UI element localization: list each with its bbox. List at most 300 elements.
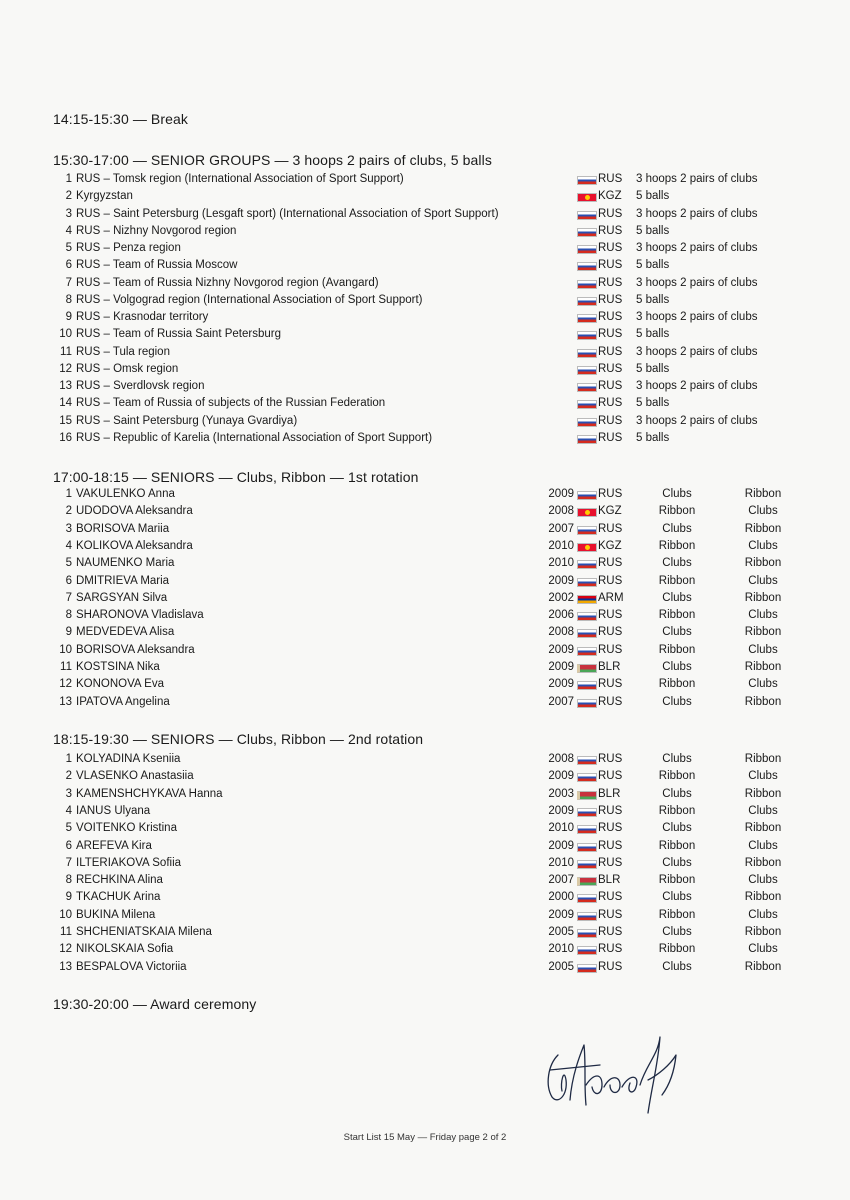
flag-icon [577,699,597,708]
first-apparatus: Clubs [662,822,692,835]
flag-icon [577,560,597,569]
first-apparatus: Clubs [662,522,692,535]
gymnast-name: BUKINA Milena [76,908,156,921]
country-code: RUS [598,276,623,289]
second-apparatus: Clubs [748,678,778,691]
flag-icon [577,349,597,358]
row-number: 10 [59,908,72,921]
country-code: RUS [598,574,623,587]
apparatus: 3 hoops 2 pairs of clubs [636,276,758,289]
flag-icon [577,964,597,973]
country-code: RUS [598,431,623,444]
team-name: RUS – Tomsk region (International Association of Sport Support) [76,173,404,185]
gymnast-name: KAMENSHCHYKAVA Hanna [76,787,223,800]
first-apparatus: Ribbon [658,574,696,587]
country-code: RUS [598,753,623,765]
flag-icon [577,314,597,323]
team-name: RUS – Sverdlovsk region [76,380,205,392]
row-number: 1 [65,173,72,185]
country-code: RUS [598,908,623,921]
birth-year: 2009 [548,643,574,656]
flag-icon [577,629,597,638]
row-number: 6 [65,839,72,852]
flag-icon [577,843,597,852]
country-code: KGZ [598,539,622,552]
group-row [0,430,850,447]
birth-year: 2007 [548,695,574,708]
gymnast-name: RECHKINA Alina [76,874,163,887]
country-code: RUS [598,626,623,639]
first-apparatus: Clubs [662,695,692,708]
row-number: 6 [65,259,72,272]
country-code: RUS [598,609,623,622]
row-number: 7 [65,591,72,604]
flag-icon [577,825,597,834]
row-number: 12 [59,943,72,956]
country-code: RUS [598,643,623,656]
second-apparatus: Clubs [748,505,778,518]
birth-year: 2005 [548,926,574,938]
gymnast-row [0,941,850,958]
first-apparatus: Clubs [662,960,692,973]
gymnast-name: NIKOLSKAIA Sofia [76,943,174,956]
country-code: RUS [598,770,623,783]
birth-year: 2000 [548,891,574,904]
apparatus: 3 hoops 2 pairs of clubs [636,345,758,358]
second-apparatus: Clubs [748,943,778,956]
team-name: RUS – Tula region [76,345,170,358]
gymnast-name: NAUMENKO Maria [76,557,175,570]
second-apparatus: Ribbon [744,856,782,869]
gymnast-name: BESPALOVA Victoriia [76,960,187,973]
apparatus: 3 hoops 2 pairs of clubs [636,242,758,254]
second-apparatus: Clubs [748,804,778,817]
country-code: RUS [598,557,623,570]
country-code: RUS [598,242,623,254]
flag-icon [577,808,597,817]
birth-year: 2009 [548,804,574,817]
row-number: 13 [59,960,72,973]
second-apparatus: Ribbon [744,591,782,604]
country-code: ARM [598,591,624,604]
birth-year: 2006 [548,609,574,622]
team-name: RUS – Team of Russia Saint Petersburg [76,328,281,341]
first-apparatus: Ribbon [658,678,696,691]
first-apparatus: Ribbon [658,943,696,956]
birth-year: 2009 [548,488,574,500]
birth-year: 2008 [548,505,574,518]
birth-year: 2010 [548,943,574,956]
flag-icon [577,228,597,237]
row-number: 3 [65,787,72,800]
second-apparatus: Clubs [748,908,778,921]
gymnast-row [0,555,850,572]
country-code: RUS [598,522,623,535]
gymnast-name: BORISOVA Mariia [76,522,170,535]
row-number: 4 [65,539,72,552]
flag-icon [577,681,597,690]
team-name: RUS – Krasnodar territory [76,311,209,323]
row-number: 9 [65,626,72,639]
award-ceremony-heading: 19:30-20:00 — Award ceremony [53,996,257,1012]
flag-icon [577,435,597,444]
second-apparatus: Ribbon [744,661,782,673]
apparatus: 5 balls [636,259,670,272]
row-number: 8 [65,609,72,622]
row-number: 7 [65,276,72,289]
country-code: RUS [598,224,623,237]
birth-year: 2009 [548,574,574,587]
second-apparatus: Ribbon [744,753,782,765]
gymnast-name: AREFEVA Kira [76,839,152,852]
team-name: RUS – Nizhny Novgorod region [76,224,237,237]
gymnast-row [0,659,850,676]
flag-icon [577,491,597,500]
team-name: Kyrgyzstan [76,190,133,203]
row-number: 11 [60,345,72,358]
flag-icon [577,366,597,375]
gymnast-row [0,590,850,607]
gymnast-name: TKACHUK Arina [76,891,161,904]
first-apparatus: Clubs [662,787,692,800]
group-row [0,275,850,292]
first-apparatus: Ribbon [658,505,696,518]
flag-icon [577,262,597,271]
birth-year: 2010 [548,856,574,869]
row-number: 8 [65,293,72,306]
row-number: 9 [65,311,72,323]
gymnast-row [0,607,850,624]
country-code: RUS [598,311,623,323]
gymnast-name: VOITENKO Kristina [76,822,177,835]
second-apparatus: Ribbon [744,960,782,973]
gymnast-name: ILTERIAKOVA Sofiia [76,856,182,869]
gymnast-name: SHARONOVA Vladislava [76,609,204,622]
group-row [0,309,850,326]
group-row [0,344,850,361]
first-apparatus: Ribbon [658,609,696,622]
second-apparatus: Ribbon [744,522,782,535]
country-code: BLR [598,787,621,800]
second-apparatus: Ribbon [744,891,782,904]
country-code: RUS [598,943,623,956]
gymnast-row [0,486,850,503]
birth-year: 2007 [548,874,574,887]
row-number: 11 [60,661,72,673]
gymnast-name: SARGSYAN Silva [76,591,168,604]
gymnast-name: VAKULENKO Anna [76,488,175,500]
flag-icon [577,912,597,921]
country-code: RUS [598,960,623,973]
team-name: RUS – Team of Russia Nizhny Novgorod region (Avangard) [76,276,379,289]
birth-year: 2005 [548,960,574,973]
country-code: RUS [598,839,623,852]
gymnast-row [0,872,850,889]
apparatus: 5 balls [636,328,670,341]
flag-icon [577,193,597,202]
gymnast-row [0,521,850,538]
country-code: RUS [598,207,623,220]
row-number: 14 [59,397,72,410]
birth-year: 2010 [548,822,574,835]
first-apparatus: Clubs [662,591,692,604]
gymnast-row [0,624,850,641]
country-code: RUS [598,328,623,341]
row-number: 1 [65,753,72,765]
row-number: 4 [65,224,72,237]
first-apparatus: Ribbon [658,908,696,921]
first-apparatus: Clubs [662,557,692,570]
flag-icon [577,860,597,869]
flag-icon [577,946,597,955]
second-apparatus: Ribbon [744,787,782,800]
flag-icon [577,612,597,621]
first-apparatus: Clubs [662,488,692,500]
row-number: 13 [59,695,72,708]
gymnast-row [0,924,850,941]
birth-year: 2008 [548,753,574,765]
rotation-2-heading: 18:15-19:30 — SENIORS — Clubs, Ribbon — 2nd rotation [53,731,424,747]
break-heading: 14:15-15:30 — Break [53,111,188,127]
row-number: 5 [65,557,72,570]
birth-year: 2010 [548,539,574,552]
first-apparatus: Clubs [662,661,692,673]
country-code: RUS [598,362,623,375]
flag-icon [577,647,597,656]
signature-image [540,1025,690,1120]
gymnast-row [0,820,850,837]
second-apparatus: Ribbon [744,626,782,639]
row-number: 3 [65,207,72,220]
flag-icon [577,894,597,903]
gymnast-name: DMITRIEVA Maria [76,574,170,587]
second-apparatus: Clubs [748,643,778,656]
apparatus: 5 balls [636,293,670,306]
flag-icon [577,400,597,409]
first-apparatus: Clubs [662,891,692,904]
gymnast-name: IPATOVA Angelina [76,695,170,708]
first-apparatus: Clubs [662,856,692,869]
group-row [0,171,850,188]
first-apparatus: Ribbon [658,539,696,552]
gymnast-name: SHCHENIATSKAIA Milena [76,926,212,938]
gymnast-row [0,907,850,924]
country-code: RUS [598,488,623,500]
group-row [0,223,850,240]
first-apparatus: Ribbon [658,839,696,852]
country-code: KGZ [598,505,622,518]
flag-icon [577,756,597,765]
country-code: RUS [598,695,623,708]
birth-year: 2009 [548,839,574,852]
first-apparatus: Clubs [662,753,692,765]
row-number: 2 [65,770,72,783]
apparatus: 5 balls [636,397,670,410]
row-number: 12 [59,678,72,691]
gymnast-name: IANUS Ulyana [76,804,151,817]
group-row [0,292,850,309]
group-row [0,361,850,378]
gymnast-row [0,573,850,590]
group-row [0,413,850,430]
gymnast-row [0,694,850,711]
gymnast-row [0,642,850,659]
gymnast-row [0,959,850,976]
flag-icon [577,297,597,306]
gymnast-name: BORISOVA Aleksandra [76,643,195,656]
apparatus: 5 balls [636,362,670,375]
row-number: 3 [65,522,72,535]
country-code: RUS [598,173,623,185]
first-apparatus: Clubs [662,926,692,938]
flag-icon [577,418,597,427]
row-number: 11 [60,926,72,938]
flag-icon [577,280,597,289]
group-row [0,188,850,205]
flag-icon [577,664,597,673]
first-apparatus: Ribbon [658,804,696,817]
country-code: RUS [598,804,623,817]
flag-icon [577,791,597,800]
country-code: BLR [598,874,621,887]
flag-icon [577,331,597,340]
row-number: 8 [65,874,72,887]
gymnast-name: KOLIKOVA Aleksandra [76,539,193,552]
second-apparatus: Clubs [748,539,778,552]
first-apparatus: Clubs [662,626,692,639]
row-number: 1 [65,488,72,500]
second-apparatus: Clubs [748,839,778,852]
country-code: RUS [598,822,623,835]
gymnast-row [0,503,850,520]
row-number: 13 [59,380,72,392]
apparatus: 5 balls [636,431,670,444]
country-code: RUS [598,397,623,410]
flag-icon [577,211,597,220]
gymnast-row [0,676,850,693]
birth-year: 2009 [548,770,574,783]
apparatus: 3 hoops 2 pairs of clubs [636,380,758,392]
birth-year: 2010 [548,557,574,570]
row-number: 6 [65,574,72,587]
team-name: RUS – Volgograd region (International Association of Sport Support) [76,293,423,306]
senior-groups-heading: 15:30-17:00 — SENIOR GROUPS — 3 hoops 2 pairs of clubs, 5 balls [53,152,492,168]
gymnast-row [0,838,850,855]
apparatus: 3 hoops 2 pairs of clubs [636,173,758,185]
row-number: 5 [65,242,72,254]
second-apparatus: Ribbon [744,557,782,570]
group-row [0,395,850,412]
row-number: 9 [65,891,72,904]
apparatus: 5 balls [636,190,670,203]
group-row [0,206,850,223]
gymnast-name: KOSTSINA Nika [76,661,160,673]
gymnast-row [0,751,850,768]
second-apparatus: Clubs [748,574,778,587]
country-code: RUS [598,926,623,938]
gymnast-name: MEDVEDEVA Alisa [76,626,175,639]
country-code: RUS [598,678,623,691]
country-code: RUS [598,259,623,272]
country-code: RUS [598,293,623,306]
flag-icon [577,383,597,392]
birth-year: 2003 [548,787,574,800]
gymnast-row [0,538,850,555]
apparatus: 5 balls [636,224,670,237]
apparatus: 3 hoops 2 pairs of clubs [636,311,758,323]
flag-icon [577,526,597,535]
flag-icon [577,543,597,552]
gymnast-row [0,803,850,820]
row-number: 5 [65,822,72,835]
flag-icon [577,508,597,517]
flag-icon [577,773,597,782]
first-apparatus: Ribbon [658,770,696,783]
row-number: 15 [59,414,72,427]
row-number: 16 [59,431,72,444]
page-footer: Start List 15 May — Friday page 2 of 2 [343,1132,507,1143]
gymnast-row [0,889,850,906]
second-apparatus: Ribbon [744,695,782,708]
birth-year: 2002 [548,591,574,604]
row-number: 2 [65,190,72,203]
flag-icon [577,595,597,604]
gymnast-name: KOLYADINA Kseniia [76,753,181,765]
team-name: RUS – Saint Petersburg (Lesgaft sport) (International Association of Sport Support) [76,207,499,220]
gymnast-row [0,855,850,872]
flag-icon [577,929,597,938]
second-apparatus: Ribbon [744,488,782,500]
second-apparatus: Ribbon [744,926,782,938]
flag-icon [577,245,597,254]
birth-year: 2009 [548,908,574,921]
team-name: RUS – Saint Petersburg (Yunaya Gvardiya) [76,414,298,427]
flag-icon [577,877,597,886]
birth-year: 2007 [548,522,574,535]
group-row [0,378,850,395]
apparatus: 3 hoops 2 pairs of clubs [636,414,758,427]
second-apparatus: Clubs [748,770,778,783]
apparatus: 3 hoops 2 pairs of clubs [636,207,758,220]
gymnast-name: VLASENKO Anastasiia [76,770,194,783]
flag-icon [577,176,597,185]
flag-icon [577,578,597,587]
country-code: RUS [598,891,623,904]
country-code: RUS [598,380,623,392]
country-code: BLR [598,661,621,673]
team-name: RUS – Team of Russia of subjects of the Russian Federation [76,397,386,410]
group-row [0,257,850,274]
country-code: RUS [598,345,623,358]
country-code: KGZ [598,190,622,203]
second-apparatus: Clubs [748,874,778,887]
row-number: 4 [65,804,72,817]
group-row [0,326,850,343]
gymnast-row [0,786,850,803]
first-apparatus: Ribbon [658,874,696,887]
row-number: 7 [65,856,72,869]
team-name: RUS – Omsk region [76,362,179,375]
group-row [0,240,850,257]
gymnast-name: KONONOVA Eva [76,678,164,691]
gymnast-row [0,768,850,785]
gymnast-name: UDODOVA Aleksandra [76,505,193,518]
birth-year: 2009 [548,661,574,673]
team-name: RUS – Penza region [76,242,181,254]
team-name: RUS – Republic of Karelia (International Association of Sport Support) [76,431,433,444]
team-name: RUS – Team of Russia Moscow [76,259,238,272]
birth-year: 2009 [548,678,574,691]
